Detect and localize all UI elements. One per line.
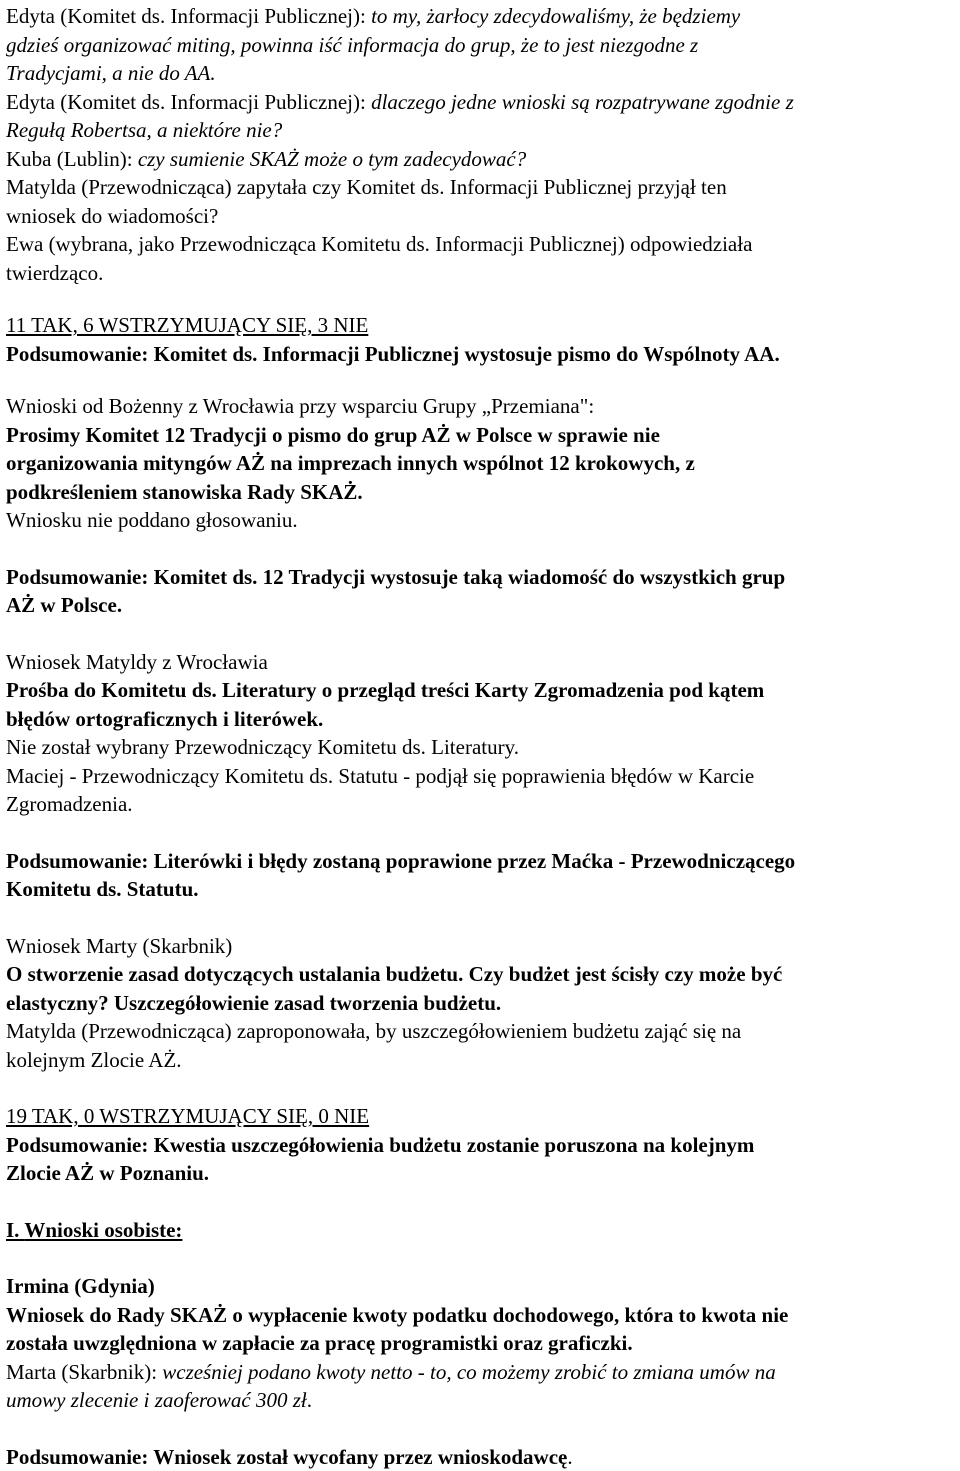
paragraph-line: twierdząco. — [6, 259, 954, 288]
discussion-line: Regułą Robertsa, a niektóre nie? — [6, 116, 954, 145]
quote: to my, żarłocy zdecydowaliśmy, że będziemy — [371, 4, 740, 28]
quote: dlaczego jedne wnioski są rozpatrywane zgodnie z — [371, 90, 794, 114]
section-heading — [6, 1216, 954, 1245]
vote-result: 19 TAK, 0 WSTRZYMUJĄCY SIĘ, 0 NIE — [6, 1102, 954, 1131]
discussion-line — [6, 1358, 954, 1387]
speaker: Edyta (Komitet ds. Informacji Publicznej): — [6, 4, 371, 28]
discussion-line: gdzieś organizować miting, powinna iść informacja do grup, że to jest niezgodne z — [6, 31, 954, 60]
motion-header: Wniosek Marty (Skarbnik) — [6, 932, 954, 961]
paragraph-line: Matylda (Przewodnicząca) zapytała czy Komitet ds. Informacji Publicznej przyjął ten — [6, 173, 954, 202]
summary: Komitetu ds. Statutu. — [6, 875, 954, 904]
motion-text: błędów ortograficznych i literówek. — [6, 705, 954, 734]
discussion-line — [6, 2, 954, 31]
motion-header: Irmina (Gdynia) — [6, 1272, 954, 1301]
vote-result: 11 TAK, 6 WSTRZYMUJĄCY SIĘ, 3 NIE — [6, 311, 954, 340]
discussion-line — [6, 1386, 954, 1415]
discussion-line — [6, 88, 954, 117]
period: . — [307, 1388, 312, 1412]
motion-header: Wnioski od Bożenny z Wrocławia przy wsparciu Grupy „Przemiana": — [6, 392, 954, 421]
discussion-line — [6, 145, 954, 174]
motion-text: podkreśleniem stanowiska Rady SKAŻ. — [6, 478, 954, 507]
paragraph-line: Maciej - Przewodniczący Komitetu ds. Statutu - podjął się poprawienia błędów w Karcie — [6, 762, 954, 791]
section-title: Wnioski osobiste: — [24, 1218, 182, 1242]
motion-header: Wniosek Matyldy z Wrocławia — [6, 648, 954, 677]
paragraph-line: Ewa (wybrana, jako Przewodnicząca Komitetu ds. Informacji Publicznej) odpowiedziała — [6, 230, 954, 259]
quote: wcześniej podano kwoty netto - to, co możemy zrobić to zmiana umów na — [162, 1360, 775, 1384]
motion-text: organizowania mityngów AŻ na imprezach innych wspólnot 12 krokowych, z — [6, 449, 954, 478]
section-number: I. — [6, 1218, 19, 1242]
quote: umowy zlecenie i zaoferować 300 zł — [6, 1388, 307, 1412]
summary: Podsumowanie: Literówki i błędy zostaną poprawione przez Maćka - Przewodniczącego — [6, 847, 954, 876]
quote: czy sumienie SKAŻ może o tym zadecydować? — [138, 147, 526, 171]
paragraph-line: Zgromadzenia. — [6, 790, 954, 819]
motion-text: elastyczny? Uszczegółowienie zasad tworzenia budżetu. — [6, 989, 954, 1018]
paragraph-line: kolejnym Zlocie AŻ. — [6, 1046, 954, 1075]
paragraph-line: Nie został wybrany Przewodniczący Komitetu ds. Literatury. — [6, 733, 954, 762]
speaker: Kuba (Lublin): — [6, 147, 138, 171]
summary: Zlocie AŻ w Poznaniu. — [6, 1159, 954, 1188]
paragraph-line: Wniosku nie poddano głosowaniu. — [6, 506, 954, 535]
motion-text: Prosimy Komitet 12 Tradycji o pismo do grup AŻ w Polsce w sprawie nie — [6, 421, 954, 450]
motion-text: Wniosek do Rady SKAŻ o wypłacenie kwoty podatku dochodowego, która to kwota nie — [6, 1301, 954, 1330]
summary: Podsumowanie: Komitet ds. Informacji Publicznej wystosuje pismo do Wspólnoty AA. — [6, 340, 954, 369]
motion-text: została uwzględniona w zapłacie za pracę programistki oraz graficzki. — [6, 1329, 954, 1358]
speaker: Edyta (Komitet ds. Informacji Publicznej): — [6, 90, 371, 114]
summary: Podsumowanie: Komitet ds. 12 Tradycji wystosuje taką wiadomość do wszystkich grup — [6, 563, 954, 592]
motion-text: Prośba do Komitetu ds. Literatury o przegląd treści Karty Zgromadzenia pod kątem — [6, 676, 954, 705]
discussion-line: Tradycjami, a nie do AA. — [6, 59, 954, 88]
summary-text: Podsumowanie: Wniosek został wycofany przez wnioskodawcę — [6, 1445, 567, 1469]
summary: Podsumowanie: Kwestia uszczegółowienia budżetu zostanie poruszona na kolejnym — [6, 1131, 954, 1160]
summary — [6, 1443, 954, 1471]
period: . — [567, 1445, 572, 1469]
summary: AŻ w Polsce. — [6, 591, 954, 620]
paragraph-line: wniosek do wiadomości? — [6, 202, 954, 231]
speaker: Marta (Skarbnik): — [6, 1360, 162, 1384]
motion-text: O stworzenie zasad dotyczących ustalania budżetu. Czy budżet jest ścisły czy może być — [6, 960, 954, 989]
paragraph-line: Matylda (Przewodnicząca) zaproponowała, by uszczegółowieniem budżetu zająć się na — [6, 1017, 954, 1046]
